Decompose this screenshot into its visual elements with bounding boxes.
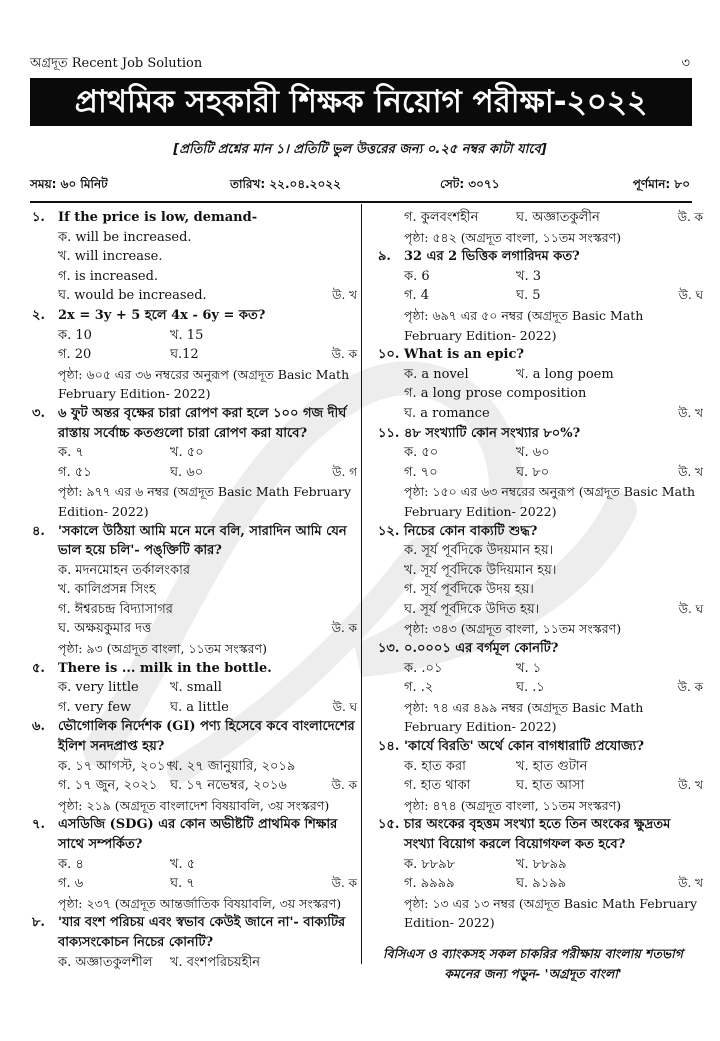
source-reference: পৃষ্ঠা: ৯৭৭ এর ৬ নম্বর (অগ্রদূত Basic Math February Edition- 2022) [58, 484, 352, 519]
option-row [58, 600, 357, 620]
answer-label: উ. ঘ [332, 699, 357, 714]
option-text: ঘ.12 [170, 347, 199, 363]
header-rule [30, 201, 692, 203]
question-number: ৯. [378, 249, 391, 265]
option-text: গ. 20 [58, 347, 92, 363]
option-text: খ. ২৭ জানুয়ারি, ২০১৯ [170, 758, 296, 774]
question-number: ১৫. [378, 817, 400, 833]
option-row [58, 345, 357, 365]
question-item [378, 424, 703, 522]
option-row [404, 541, 703, 561]
option-text: ক. অজ্ঞাতকুলশীল [58, 954, 153, 970]
options-block [404, 757, 703, 796]
option-row [58, 874, 357, 894]
source-reference: পৃষ্ঠা: ৯৩ (অগ্রদূত বাংলা, ১১তম সংস্করণ) [58, 641, 267, 657]
option-row [58, 443, 357, 463]
option-text: ঘ. a little [170, 699, 229, 715]
footer-ad: বিসিএস ও ব্যাংকসহ সকল চাকরির পরীক্ষায় বাংলায় শতভাগ কমনের জন্য পড়ুন- 'অগ্রদূত বাংলা' [383, 946, 683, 981]
answer-label: উ. খ [678, 464, 703, 479]
option-text: ঘ. অজ্ঞাতকুলীন [516, 210, 600, 225]
option-text: ঘ. ৭ [170, 876, 195, 892]
question-item [32, 306, 357, 404]
option-text: গ. a long prose composition [404, 386, 587, 402]
option-row [404, 208, 703, 228]
question-item [32, 913, 357, 972]
question-stem: ৪৮ সংখ্যাটি কোন সংখ্যার ৮০%? [404, 425, 581, 441]
options-block [58, 678, 357, 717]
option-row [404, 443, 703, 463]
option-text: গ. ১৭ জুন, ২০২১ [58, 778, 158, 794]
options-block [404, 365, 703, 424]
answer-label: উ. ঘ [678, 288, 703, 303]
option-text: ঘ. হাত আসা [516, 778, 585, 794]
set-label: সেট: ৩০৭১ [440, 177, 500, 191]
option-row [404, 404, 703, 424]
option-row [58, 463, 357, 483]
question-item [378, 737, 703, 815]
option-text: গ. ৯৯৯৯ [404, 876, 455, 892]
option-text: ক. মদনমোহন তর্কালংকার [58, 562, 191, 578]
left-column [32, 208, 357, 972]
question-item [32, 522, 357, 659]
question-stem: নিচের কোন বাক্যটি শুদ্ধ? [404, 523, 538, 539]
answer-label: উ. খ [332, 288, 357, 303]
question-number: ৭. [32, 817, 45, 833]
answer-label: উ. ক [331, 347, 357, 362]
question-stem: 2x = 3y + 5 হলে 4x - 6y = কত? [58, 307, 266, 323]
question-stem: এসডিজি (SDG) এর কোন অভীষ্টটি প্রাথমিক শিক্ষার সাথে সম্পর্কিত? [58, 817, 338, 852]
option-row [404, 365, 703, 385]
source-reference: পৃষ্ঠা: ৫৪২ (অগ্রদূত বাংলা, ১১তম সংস্করণ) [404, 229, 622, 245]
option-text: খ. 3 [516, 268, 542, 284]
answer-label: উ. ক [677, 210, 703, 224]
option-text: গ. is increased. [58, 268, 159, 284]
question-stem: ০.০০০১ এর বর্গমূল কোনটি? [404, 641, 559, 657]
option-row [404, 561, 703, 581]
option-text: খ. a long poem [516, 366, 614, 382]
question-item [378, 815, 703, 933]
option-text: গ. হাত থাকা [404, 778, 471, 794]
answer-label: উ. ক [331, 876, 357, 891]
date-label: তারিখ: ২২.০৪.২০২২ [230, 177, 341, 191]
question-item [32, 208, 357, 306]
question-stem: 'সকালে উঠিয়া আমি মনে মনে বলি, সারাদিন আমি যেন ভাল হয়ে চলি'- পঙ্‌ক্তিটি কার? [58, 523, 347, 559]
options-block [58, 326, 357, 365]
option-row [58, 286, 357, 306]
question-number: ৩. [32, 405, 45, 421]
question-item [32, 659, 357, 718]
option-row [404, 776, 703, 796]
option-row [404, 580, 703, 600]
question-stem: If the price is low, demand- [58, 210, 258, 225]
options-block [404, 541, 703, 619]
option-text: খ. small [170, 680, 222, 696]
option-text: গ. ৬ [58, 876, 84, 892]
option-row [58, 267, 357, 287]
option-text: গ. very few [58, 699, 132, 715]
page-number: ৩ [681, 56, 690, 71]
options-block [404, 443, 703, 482]
option-row [404, 855, 703, 875]
right-column [378, 208, 703, 933]
question-number: ৬. [32, 719, 45, 735]
option-text: গ. 4 [404, 288, 430, 304]
option-text: ক. হাত করা [404, 758, 466, 774]
options-block [404, 267, 703, 306]
option-text: খ. ১ [516, 660, 542, 676]
option-row [404, 267, 703, 287]
options-block [404, 855, 703, 894]
options-block [58, 757, 357, 796]
option-text: গ. ঈশ্বরচন্দ্র বিদ্যাসাগর [58, 601, 173, 617]
option-text: খ. হাত গুটান [516, 758, 588, 774]
full-marks-label: পূর্ণমান: ৮০ [632, 177, 690, 191]
option-text: ক. সূর্য পূর্বদিকে উদয়মান হয়। [404, 543, 554, 559]
option-text: ক. very little [58, 680, 139, 696]
options-block [58, 855, 357, 894]
question-item [32, 815, 357, 913]
question-number: ২. [32, 307, 45, 323]
option-text: খ. কালিপ্রসন্ন সিংহ [58, 582, 156, 598]
question-item [378, 522, 703, 640]
option-row [58, 580, 357, 600]
question-number: ১২. [378, 523, 400, 539]
option-text: গ. ৭০ [404, 464, 438, 480]
option-text: ঘ. 5 [516, 288, 541, 304]
option-text: ঘ. ৮০ [516, 464, 550, 480]
option-row [58, 855, 357, 875]
question-number: ৪. [32, 523, 45, 539]
source-reference: পৃষ্ঠা: ৩৪৩ (অগ্রদূত বাংলা, ১১তম সংস্করণ) [404, 621, 622, 637]
brand-label: অগ্রদূত Recent Job Solution [30, 56, 203, 71]
source-reference: পৃষ্ঠা: ১৫০ এর ৬৩ নম্বরের অনুরূপ (অগ্রদূত Basic Math February Edition- 2022) [404, 484, 696, 519]
option-text: খ. ৬০ [516, 445, 550, 461]
option-text: খ. ৮৮৯৯ [516, 856, 567, 872]
option-row [58, 619, 357, 639]
question-stem: 32 এর 2 ভিত্তিক লগারিদম কত? [404, 249, 580, 265]
option-row [404, 600, 703, 620]
option-row [58, 247, 357, 267]
source-reference: পৃষ্ঠা: ১৩ এর ১৩ নম্বর (অগ্রদূত Basic Math February Edition- 2022) [404, 895, 698, 931]
question-stem: What is an epic? [404, 347, 525, 363]
source-reference: পৃষ্ঠা: ৭৪ এর ৪৯৯ নম্বর (অগ্রদূত Basic Math February Edition- 2022) [404, 699, 644, 735]
question-item [378, 639, 703, 737]
option-text: গ. ৫১ [58, 464, 92, 480]
option-text: ঘ. a romance [404, 405, 490, 421]
option-row [58, 776, 357, 796]
question-item [32, 717, 357, 815]
answer-label: উ. খ [678, 778, 703, 793]
column-divider [361, 204, 362, 964]
option-text: ঘ. সূর্য পূর্বদিকে উদিত হয়। [404, 601, 540, 617]
option-row [58, 678, 357, 698]
question-number: ১৩. [378, 641, 400, 657]
options-block [58, 953, 357, 973]
answer-label: উ. খ [678, 405, 703, 420]
exam-title: প্রাথমিক সহকারী শিক্ষক নিয়োগ পরীক্ষা-২০২২ [30, 78, 692, 126]
options-block [404, 659, 703, 698]
question-number: ৮. [32, 915, 45, 931]
question-number: ৫. [32, 660, 45, 676]
option-text: খ. will increase. [58, 249, 163, 265]
option-text: ঘ. অক্ষয়কুমার দত্ত [58, 621, 152, 637]
source-reference: পৃষ্ঠা: ২৩৭ (অগ্রদূত আন্তর্জাতিক বিষয়াবলি, ৩য় সংস্করণ) [58, 895, 342, 911]
question-number: ১৪. [378, 739, 400, 755]
option-text: খ. সূর্য পূর্বদিকে উদিয়মান হয়। [404, 562, 557, 578]
options-block [404, 208, 703, 228]
option-text: ক. ১৭ আগস্ট, ২০১৭ [58, 758, 174, 774]
option-text: ঘ. would be increased. [58, 288, 207, 304]
option-row [404, 757, 703, 777]
option-row [58, 757, 357, 777]
source-reference: পৃষ্ঠা: ২১৯ (অগ্রদূত বাংলাদেশ বিষয়াবলি, ৩য় সংস্করণ) [58, 797, 330, 813]
question-item [32, 404, 357, 522]
option-row [404, 463, 703, 483]
option-text: খ. ৫ [170, 856, 196, 872]
option-text: ক. will be increased. [58, 229, 192, 245]
time-label: সময়: ৬০ মিনিট [30, 177, 108, 191]
option-text: গ. কুলবংশহীন [404, 210, 479, 225]
question-stem: চার অংকের বৃহত্তম সংখ্যা হতে তিন অংকের ক্ষুদ্রতম সংখ্যা বিয়োগ করলে বিয়োগফল কত হবে? [404, 817, 671, 852]
option-text: ক. 10 [58, 327, 92, 343]
options-block [58, 561, 357, 639]
question-item [378, 247, 703, 345]
option-row [404, 678, 703, 698]
option-text: ক. 6 [404, 268, 430, 284]
top-header [30, 54, 690, 76]
question-stem: 'যার বংশ পরিচয় এবং স্বভাব কেউই জানে না'- বাক্যটির বাক্যসংকোচন নিচের কোনটি? [58, 915, 346, 950]
option-row [58, 326, 357, 346]
answer-label: উ. খ [678, 876, 703, 891]
option-text: গ. সূর্য পূর্বদিকে উদয় হয়। [404, 582, 534, 598]
question-stem: ৬ ফুট অন্তর বৃক্ষের চারা রোপণ করা হলে ১০০ গজ দীর্ঘ রাস্তায় সর্বোচ্চ কতগুলো চারা রোপণ করা যাবে? [58, 405, 347, 441]
option-row [58, 228, 357, 248]
question-stem: There is ... milk in the bottle. [58, 660, 272, 676]
option-text: ক. ৫০ [404, 445, 439, 461]
option-text: খ. ৫০ [170, 445, 204, 461]
question-number: ১১. [378, 425, 400, 441]
option-text: ক. ৮৮৯৮ [404, 856, 456, 872]
option-text: ঘ. ৬০ [170, 464, 204, 480]
option-text: ক. a novel [404, 366, 469, 382]
option-row [404, 384, 703, 404]
options-block [58, 228, 357, 306]
answer-label: উ. গ [332, 464, 357, 479]
option-text: ঘ. ১৭ নভেম্বর, ২০১৬ [170, 778, 287, 794]
source-reference: পৃষ্ঠা: ৬৯৭ এর ৫০ নম্বর (অগ্রদূত Basic Math February Edition- 2022) [404, 307, 644, 343]
option-text: ক. ৪ [58, 856, 84, 872]
option-row [404, 659, 703, 679]
question-number: ১০. [378, 347, 400, 363]
options-block [58, 443, 357, 482]
source-reference: পৃষ্ঠা: ৪৭৪ (অগ্রদূত বাংলা, ১১তম সংস্করণ) [404, 797, 622, 813]
option-text: খ. বংশপরিচয়হীন [170, 954, 261, 970]
option-text: ক. ৭ [58, 445, 84, 461]
option-text: ক. .০১ [404, 660, 443, 676]
question-number: ১. [32, 210, 45, 225]
option-text: গ. .২ [404, 680, 434, 696]
marking-note: [প্রতিটি প্রশ্নের মান ১। প্রতিটি ভুল উত্তরের জন্য ০.২৫ নম্বর কাটা যাবে] [173, 142, 547, 157]
option-row [58, 953, 357, 973]
answer-label: উ. ঘ [678, 601, 703, 616]
question-stem: 'কার্যে বিরতি' অর্থে কোন বাগধারাটি প্রযোজ্য? [404, 739, 645, 755]
answer-label: উ. ক [331, 621, 357, 636]
option-row [58, 698, 357, 718]
option-row [404, 286, 703, 306]
option-text: ঘ. ৯১৯৯ [516, 876, 567, 892]
option-row [404, 874, 703, 894]
option-text: ঘ. .১ [516, 680, 545, 696]
answer-label: উ. ক [677, 680, 703, 695]
question-stem: ভৌগোলিক নির্দেশক (GI) পণ্য হিসেবে কবে বাংলাদেশের ইলিশ সনদপ্রাপ্ত হয়? [58, 719, 355, 755]
answer-label: উ. ক [331, 778, 357, 793]
source-reference: পৃষ্ঠা: ৬০৫ এর ৩৬ নম্বরের অনুরূপ (অগ্রদূত Basic Math February Edition- 2022) [58, 366, 350, 402]
option-row [58, 561, 357, 581]
question-item [378, 208, 703, 247]
exam-meta [30, 176, 690, 198]
question-item [378, 345, 703, 423]
option-text: খ. 15 [170, 327, 204, 343]
